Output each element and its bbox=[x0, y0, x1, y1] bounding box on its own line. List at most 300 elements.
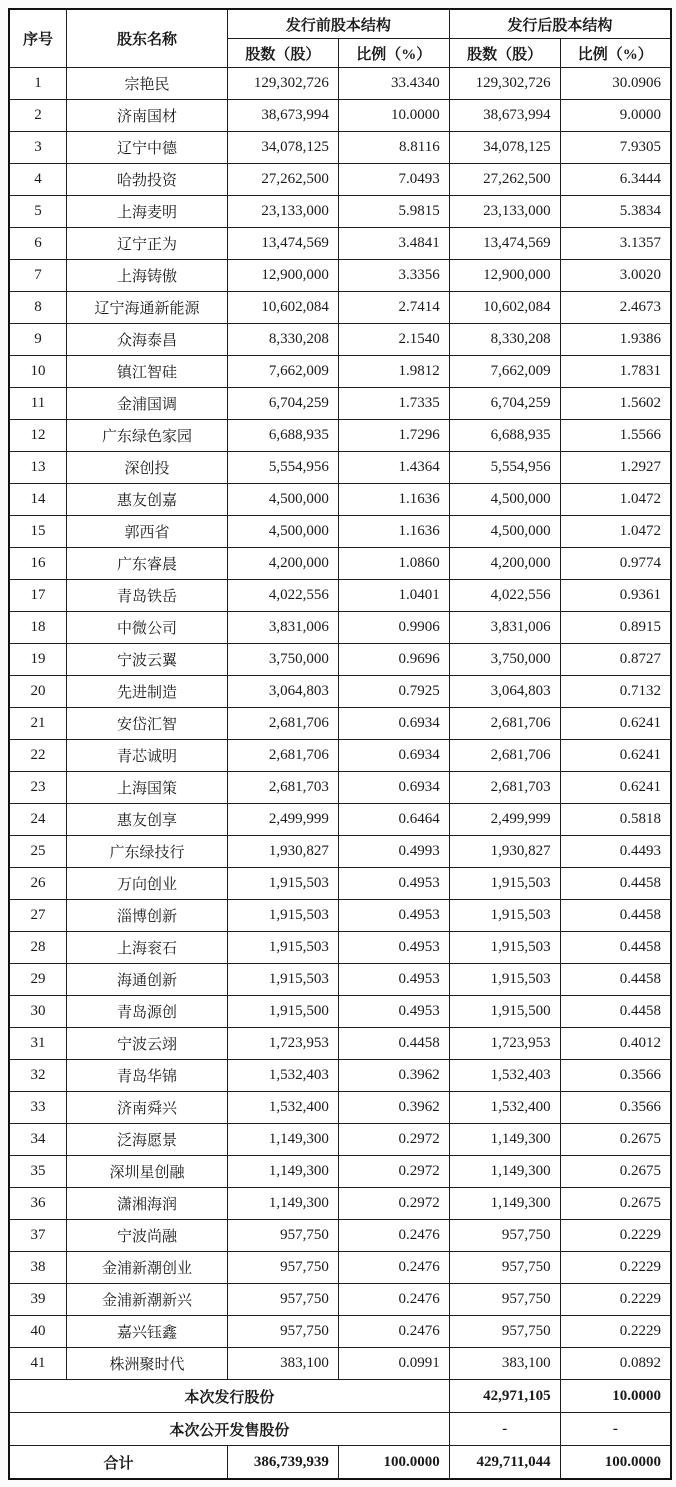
seq-cell: 41 bbox=[9, 1348, 67, 1380]
shareholder-name-cell: 广东绿技行 bbox=[67, 836, 228, 868]
pre-shares-cell: 13,474,569 bbox=[228, 228, 339, 260]
post-shares-cell: 2,681,706 bbox=[449, 740, 560, 772]
post-ratio-cell: 3.0020 bbox=[560, 260, 671, 292]
shareholder-row bbox=[9, 68, 671, 100]
table-body bbox=[9, 68, 671, 1380]
seq-cell: 29 bbox=[9, 964, 67, 996]
shareholder-row bbox=[9, 612, 671, 644]
post-shares-cell: 957,750 bbox=[449, 1252, 560, 1284]
shareholder-name-cell: 嘉兴钰鑫 bbox=[67, 1316, 228, 1348]
shareholder-name-cell: 深圳星创融 bbox=[67, 1156, 228, 1188]
shareholder-name-cell: 宁波云翼 bbox=[67, 644, 228, 676]
pre-ratio-cell: 3.4841 bbox=[338, 228, 449, 260]
post-shares-cell: 1,915,503 bbox=[449, 932, 560, 964]
pre-shares-cell: 6,704,259 bbox=[228, 388, 339, 420]
header-row-groups bbox=[9, 9, 671, 39]
post-shares-cell: 2,681,706 bbox=[449, 708, 560, 740]
shareholder-name-cell: 惠友创享 bbox=[67, 804, 228, 836]
post-ratio-cell: 1.2927 bbox=[560, 452, 671, 484]
header-pre-ratio: 比例（%） bbox=[338, 39, 449, 68]
seq-cell: 7 bbox=[9, 260, 67, 292]
pre-shares-cell: 3,064,803 bbox=[228, 676, 339, 708]
total-post-shares: 429,711,044 bbox=[449, 1446, 560, 1480]
shareholder-row bbox=[9, 228, 671, 260]
seq-cell: 35 bbox=[9, 1156, 67, 1188]
seq-cell: 25 bbox=[9, 836, 67, 868]
seq-cell: 33 bbox=[9, 1092, 67, 1124]
post-ratio-cell: 0.2675 bbox=[560, 1188, 671, 1220]
pre-shares-cell: 34,078,125 bbox=[228, 132, 339, 164]
seq-cell: 40 bbox=[9, 1316, 67, 1348]
pre-ratio-cell: 0.4953 bbox=[338, 868, 449, 900]
post-ratio-cell: 0.2675 bbox=[560, 1156, 671, 1188]
pre-shares-cell: 957,750 bbox=[228, 1252, 339, 1284]
post-shares-cell: 2,681,703 bbox=[449, 772, 560, 804]
post-shares-cell: 4,500,000 bbox=[449, 484, 560, 516]
post-ratio-cell: 1.5602 bbox=[560, 388, 671, 420]
public-offer-post-ratio: - bbox=[560, 1413, 671, 1446]
pre-ratio-cell: 0.2476 bbox=[338, 1284, 449, 1316]
shareholder-row bbox=[9, 996, 671, 1028]
pre-ratio-cell: 0.0991 bbox=[338, 1348, 449, 1380]
post-ratio-cell: 6.3444 bbox=[560, 164, 671, 196]
pre-shares-cell: 957,750 bbox=[228, 1284, 339, 1316]
shareholder-name-cell: 宗艳民 bbox=[67, 68, 228, 100]
table-footer bbox=[9, 1380, 671, 1480]
pre-shares-cell: 8,330,208 bbox=[228, 324, 339, 356]
shareholder-name-cell: 青芯诚明 bbox=[67, 740, 228, 772]
shareholder-row bbox=[9, 420, 671, 452]
shareholder-row bbox=[9, 1060, 671, 1092]
pre-ratio-cell: 5.9815 bbox=[338, 196, 449, 228]
post-ratio-cell: 0.4458 bbox=[560, 932, 671, 964]
shareholder-row bbox=[9, 644, 671, 676]
post-ratio-cell: 9.0000 bbox=[560, 100, 671, 132]
seq-cell: 28 bbox=[9, 932, 67, 964]
post-ratio-cell: 0.8915 bbox=[560, 612, 671, 644]
shareholder-name-cell: 万向创业 bbox=[67, 868, 228, 900]
seq-cell: 22 bbox=[9, 740, 67, 772]
shareholder-name-cell: 济南舜兴 bbox=[67, 1092, 228, 1124]
post-ratio-cell: 1.0472 bbox=[560, 484, 671, 516]
post-shares-cell: 10,602,084 bbox=[449, 292, 560, 324]
shareholder-name-cell: 泛海愿景 bbox=[67, 1124, 228, 1156]
seq-cell: 8 bbox=[9, 292, 67, 324]
post-shares-cell: 1,532,403 bbox=[449, 1060, 560, 1092]
seq-cell: 13 bbox=[9, 452, 67, 484]
shareholder-row bbox=[9, 836, 671, 868]
post-shares-cell: 27,262,500 bbox=[449, 164, 560, 196]
post-shares-cell: 1,149,300 bbox=[449, 1156, 560, 1188]
shareholder-name-cell: 淄博创新 bbox=[67, 900, 228, 932]
pre-shares-cell: 1,915,503 bbox=[228, 964, 339, 996]
pre-shares-cell: 23,133,000 bbox=[228, 196, 339, 228]
shareholder-row bbox=[9, 1348, 671, 1380]
post-ratio-cell: 1.9386 bbox=[560, 324, 671, 356]
header-pre-shares: 股数（股） bbox=[228, 39, 339, 68]
pre-shares-cell: 1,915,500 bbox=[228, 996, 339, 1028]
shareholder-name-cell: 上海国策 bbox=[67, 772, 228, 804]
pre-shares-cell: 1,915,503 bbox=[228, 900, 339, 932]
issue-post-ratio: 10.0000 bbox=[560, 1380, 671, 1413]
summary-row-issue bbox=[9, 1380, 671, 1413]
seq-cell: 23 bbox=[9, 772, 67, 804]
seq-cell: 39 bbox=[9, 1284, 67, 1316]
shareholder-name-cell: 青岛华锦 bbox=[67, 1060, 228, 1092]
shareholder-name-cell: 青岛铁岳 bbox=[67, 580, 228, 612]
pre-shares-cell: 383,100 bbox=[228, 1348, 339, 1380]
shareholder-name-cell: 金浦国调 bbox=[67, 388, 228, 420]
pre-shares-cell: 6,688,935 bbox=[228, 420, 339, 452]
shareholder-row bbox=[9, 132, 671, 164]
post-shares-cell: 3,064,803 bbox=[449, 676, 560, 708]
shareholder-name-cell: 郭西省 bbox=[67, 516, 228, 548]
shareholder-row bbox=[9, 676, 671, 708]
post-shares-cell: 1,149,300 bbox=[449, 1188, 560, 1220]
shareholder-row bbox=[9, 548, 671, 580]
shareholder-row bbox=[9, 772, 671, 804]
pre-ratio-cell: 33.4340 bbox=[338, 68, 449, 100]
post-ratio-cell: 0.6241 bbox=[560, 708, 671, 740]
pre-ratio-cell: 0.3962 bbox=[338, 1060, 449, 1092]
pre-shares-cell: 1,149,300 bbox=[228, 1188, 339, 1220]
post-ratio-cell: 0.2229 bbox=[560, 1220, 671, 1252]
shareholder-row bbox=[9, 580, 671, 612]
post-shares-cell: 3,750,000 bbox=[449, 644, 560, 676]
header-post-ratio: 比例（%） bbox=[560, 39, 671, 68]
post-shares-cell: 1,915,500 bbox=[449, 996, 560, 1028]
shareholder-row bbox=[9, 196, 671, 228]
post-ratio-cell: 1.5566 bbox=[560, 420, 671, 452]
pre-shares-cell: 2,681,706 bbox=[228, 740, 339, 772]
pre-ratio-cell: 10.0000 bbox=[338, 100, 449, 132]
post-ratio-cell: 1.0472 bbox=[560, 516, 671, 548]
pre-shares-cell: 957,750 bbox=[228, 1220, 339, 1252]
pre-shares-cell: 12,900,000 bbox=[228, 260, 339, 292]
post-ratio-cell: 0.4012 bbox=[560, 1028, 671, 1060]
seq-cell: 5 bbox=[9, 196, 67, 228]
post-shares-cell: 23,133,000 bbox=[449, 196, 560, 228]
shareholder-name-cell: 辽宁海通新能源 bbox=[67, 292, 228, 324]
shareholder-row bbox=[9, 164, 671, 196]
pre-ratio-cell: 8.8116 bbox=[338, 132, 449, 164]
post-ratio-cell: 0.6241 bbox=[560, 772, 671, 804]
shareholder-row bbox=[9, 708, 671, 740]
header-pre-issuance-group: 发行前股本结构 bbox=[228, 9, 450, 39]
shareholder-row bbox=[9, 740, 671, 772]
shareholder-row bbox=[9, 388, 671, 420]
post-ratio-cell: 0.2675 bbox=[560, 1124, 671, 1156]
post-shares-cell: 383,100 bbox=[449, 1348, 560, 1380]
summary-row-public-offer bbox=[9, 1413, 671, 1446]
seq-cell: 18 bbox=[9, 612, 67, 644]
pre-ratio-cell: 0.2972 bbox=[338, 1156, 449, 1188]
pre-ratio-cell: 7.0493 bbox=[338, 164, 449, 196]
pre-shares-cell: 1,532,403 bbox=[228, 1060, 339, 1092]
pre-shares-cell: 1,930,827 bbox=[228, 836, 339, 868]
shareholder-row bbox=[9, 804, 671, 836]
post-ratio-cell: 0.4458 bbox=[560, 964, 671, 996]
post-shares-cell: 38,673,994 bbox=[449, 100, 560, 132]
shareholder-row bbox=[9, 516, 671, 548]
pre-shares-cell: 10,602,084 bbox=[228, 292, 339, 324]
pre-ratio-cell: 1.7296 bbox=[338, 420, 449, 452]
seq-cell: 14 bbox=[9, 484, 67, 516]
pre-shares-cell: 38,673,994 bbox=[228, 100, 339, 132]
pre-ratio-cell: 0.4953 bbox=[338, 964, 449, 996]
shareholder-name-cell: 众海泰昌 bbox=[67, 324, 228, 356]
seq-cell: 11 bbox=[9, 388, 67, 420]
shareholder-name-cell: 金浦新潮新兴 bbox=[67, 1284, 228, 1316]
shareholder-name-cell: 潇湘海润 bbox=[67, 1188, 228, 1220]
pre-ratio-cell: 0.6934 bbox=[338, 740, 449, 772]
post-ratio-cell: 0.6241 bbox=[560, 740, 671, 772]
post-ratio-cell: 0.2229 bbox=[560, 1284, 671, 1316]
post-ratio-cell: 0.7132 bbox=[560, 676, 671, 708]
post-shares-cell: 4,200,000 bbox=[449, 548, 560, 580]
seq-cell: 1 bbox=[9, 68, 67, 100]
shareholder-row bbox=[9, 1092, 671, 1124]
pre-shares-cell: 2,499,999 bbox=[228, 804, 339, 836]
post-shares-cell: 957,750 bbox=[449, 1316, 560, 1348]
post-shares-cell: 1,532,400 bbox=[449, 1092, 560, 1124]
table-header bbox=[9, 9, 671, 68]
post-shares-cell: 5,554,956 bbox=[449, 452, 560, 484]
seq-cell: 31 bbox=[9, 1028, 67, 1060]
post-ratio-cell: 7.9305 bbox=[560, 132, 671, 164]
shareholder-name-cell: 海通创新 bbox=[67, 964, 228, 996]
pre-shares-cell: 129,302,726 bbox=[228, 68, 339, 100]
shareholder-name-cell: 惠友创嘉 bbox=[67, 484, 228, 516]
header-post-shares: 股数（股） bbox=[449, 39, 560, 68]
pre-ratio-cell: 1.0860 bbox=[338, 548, 449, 580]
shareholder-name-cell: 上海铸傲 bbox=[67, 260, 228, 292]
shareholder-row bbox=[9, 1124, 671, 1156]
post-shares-cell: 1,930,827 bbox=[449, 836, 560, 868]
pre-ratio-cell: 0.4993 bbox=[338, 836, 449, 868]
pre-ratio-cell: 0.2476 bbox=[338, 1220, 449, 1252]
post-ratio-cell: 3.1357 bbox=[560, 228, 671, 260]
seq-cell: 19 bbox=[9, 644, 67, 676]
shareholder-row bbox=[9, 1156, 671, 1188]
pre-ratio-cell: 0.9696 bbox=[338, 644, 449, 676]
issue-label: 本次发行股份 bbox=[9, 1380, 449, 1413]
shareholder-row bbox=[9, 1188, 671, 1220]
shareholder-name-cell: 辽宁正为 bbox=[67, 228, 228, 260]
post-shares-cell: 6,688,935 bbox=[449, 420, 560, 452]
header-post-issuance-group: 发行后股本结构 bbox=[449, 9, 671, 39]
pre-ratio-cell: 0.6934 bbox=[338, 708, 449, 740]
post-shares-cell: 957,750 bbox=[449, 1284, 560, 1316]
post-shares-cell: 1,915,503 bbox=[449, 900, 560, 932]
pre-shares-cell: 4,022,556 bbox=[228, 580, 339, 612]
public-offer-post-shares: - bbox=[449, 1413, 560, 1446]
post-ratio-cell: 0.0892 bbox=[560, 1348, 671, 1380]
shareholder-name-cell: 安岱汇智 bbox=[67, 708, 228, 740]
post-shares-cell: 1,915,503 bbox=[449, 964, 560, 996]
pre-shares-cell: 2,681,703 bbox=[228, 772, 339, 804]
seq-cell: 26 bbox=[9, 868, 67, 900]
shareholder-name-cell: 宁波云翊 bbox=[67, 1028, 228, 1060]
post-ratio-cell: 0.5818 bbox=[560, 804, 671, 836]
shareholder-row bbox=[9, 1028, 671, 1060]
pre-shares-cell: 1,149,300 bbox=[228, 1124, 339, 1156]
post-ratio-cell: 1.7831 bbox=[560, 356, 671, 388]
seq-cell: 20 bbox=[9, 676, 67, 708]
shareholder-row bbox=[9, 356, 671, 388]
public-offer-label: 本次公开发售股份 bbox=[9, 1413, 449, 1446]
seq-cell: 30 bbox=[9, 996, 67, 1028]
pre-shares-cell: 4,500,000 bbox=[228, 484, 339, 516]
post-ratio-cell: 0.4458 bbox=[560, 996, 671, 1028]
header-seq: 序号 bbox=[9, 9, 67, 68]
seq-cell: 37 bbox=[9, 1220, 67, 1252]
pre-ratio-cell: 0.3962 bbox=[338, 1092, 449, 1124]
shareholder-row bbox=[9, 324, 671, 356]
post-shares-cell: 13,474,569 bbox=[449, 228, 560, 260]
pre-shares-cell: 1,723,953 bbox=[228, 1028, 339, 1060]
post-ratio-cell: 0.2229 bbox=[560, 1252, 671, 1284]
post-shares-cell: 129,302,726 bbox=[449, 68, 560, 100]
pre-shares-cell: 957,750 bbox=[228, 1316, 339, 1348]
post-shares-cell: 4,022,556 bbox=[449, 580, 560, 612]
shareholder-row bbox=[9, 868, 671, 900]
shareholder-name-cell: 上海麦明 bbox=[67, 196, 228, 228]
shareholder-row bbox=[9, 452, 671, 484]
post-ratio-cell: 5.3834 bbox=[560, 196, 671, 228]
shareholder-name-cell: 广东睿晨 bbox=[67, 548, 228, 580]
summary-row-total bbox=[9, 1446, 671, 1480]
shareholder-name-cell: 哈勃投资 bbox=[67, 164, 228, 196]
shareholder-row bbox=[9, 1220, 671, 1252]
shareholder-row bbox=[9, 1252, 671, 1284]
pre-shares-cell: 1,532,400 bbox=[228, 1092, 339, 1124]
pre-ratio-cell: 3.3356 bbox=[338, 260, 449, 292]
shareholder-name-cell: 济南国材 bbox=[67, 100, 228, 132]
pre-shares-cell: 1,915,503 bbox=[228, 932, 339, 964]
shareholder-name-cell: 株洲聚时代 bbox=[67, 1348, 228, 1380]
total-label: 合计 bbox=[9, 1446, 228, 1480]
pre-ratio-cell: 0.2972 bbox=[338, 1188, 449, 1220]
pre-ratio-cell: 0.9906 bbox=[338, 612, 449, 644]
post-shares-cell: 2,499,999 bbox=[449, 804, 560, 836]
seq-cell: 10 bbox=[9, 356, 67, 388]
shareholder-name-cell: 上海衮石 bbox=[67, 932, 228, 964]
total-post-ratio: 100.0000 bbox=[560, 1446, 671, 1480]
post-shares-cell: 3,831,006 bbox=[449, 612, 560, 644]
seq-cell: 17 bbox=[9, 580, 67, 612]
pre-ratio-cell: 0.4953 bbox=[338, 932, 449, 964]
seq-cell: 36 bbox=[9, 1188, 67, 1220]
pre-ratio-cell: 0.2476 bbox=[338, 1316, 449, 1348]
pre-ratio-cell: 0.2476 bbox=[338, 1252, 449, 1284]
post-shares-cell: 34,078,125 bbox=[449, 132, 560, 164]
shareholder-row bbox=[9, 260, 671, 292]
post-ratio-cell: 0.9361 bbox=[560, 580, 671, 612]
seq-cell: 2 bbox=[9, 100, 67, 132]
post-shares-cell: 7,662,009 bbox=[449, 356, 560, 388]
pre-ratio-cell: 0.6464 bbox=[338, 804, 449, 836]
pre-ratio-cell: 0.7925 bbox=[338, 676, 449, 708]
shareholder-row bbox=[9, 484, 671, 516]
pre-ratio-cell: 1.4364 bbox=[338, 452, 449, 484]
pre-ratio-cell: 0.4953 bbox=[338, 900, 449, 932]
shareholder-name-cell: 深创投 bbox=[67, 452, 228, 484]
post-ratio-cell: 0.2229 bbox=[560, 1316, 671, 1348]
shareholder-row bbox=[9, 1316, 671, 1348]
pre-ratio-cell: 0.4458 bbox=[338, 1028, 449, 1060]
pre-ratio-cell: 0.2972 bbox=[338, 1124, 449, 1156]
shareholder-name-cell: 金浦新潮创业 bbox=[67, 1252, 228, 1284]
post-shares-cell: 4,500,000 bbox=[449, 516, 560, 548]
total-pre-shares: 386,739,939 bbox=[228, 1446, 339, 1480]
pre-shares-cell: 3,750,000 bbox=[228, 644, 339, 676]
post-ratio-cell: 0.4493 bbox=[560, 836, 671, 868]
post-ratio-cell: 0.3566 bbox=[560, 1060, 671, 1092]
shareholder-name-cell: 青岛源创 bbox=[67, 996, 228, 1028]
seq-cell: 24 bbox=[9, 804, 67, 836]
total-pre-ratio: 100.0000 bbox=[338, 1446, 449, 1480]
post-shares-cell: 1,723,953 bbox=[449, 1028, 560, 1060]
seq-cell: 32 bbox=[9, 1060, 67, 1092]
header-shareholder-name: 股东名称 bbox=[67, 9, 228, 68]
post-ratio-cell: 30.0906 bbox=[560, 68, 671, 100]
seq-cell: 12 bbox=[9, 420, 67, 452]
post-shares-cell: 12,900,000 bbox=[449, 260, 560, 292]
seq-cell: 3 bbox=[9, 132, 67, 164]
pre-ratio-cell: 1.0401 bbox=[338, 580, 449, 612]
post-shares-cell: 1,915,503 bbox=[449, 868, 560, 900]
pre-shares-cell: 7,662,009 bbox=[228, 356, 339, 388]
post-shares-cell: 957,750 bbox=[449, 1220, 560, 1252]
seq-cell: 38 bbox=[9, 1252, 67, 1284]
shareholder-row bbox=[9, 964, 671, 996]
pre-shares-cell: 5,554,956 bbox=[228, 452, 339, 484]
shareholder-name-cell: 宁波尚融 bbox=[67, 1220, 228, 1252]
pre-shares-cell: 3,831,006 bbox=[228, 612, 339, 644]
pre-ratio-cell: 1.1636 bbox=[338, 484, 449, 516]
pre-ratio-cell: 2.1540 bbox=[338, 324, 449, 356]
shareholder-row bbox=[9, 100, 671, 132]
post-ratio-cell: 0.8727 bbox=[560, 644, 671, 676]
pre-shares-cell: 27,262,500 bbox=[228, 164, 339, 196]
shareholder-name-cell: 广东绿色家园 bbox=[67, 420, 228, 452]
post-shares-cell: 8,330,208 bbox=[449, 324, 560, 356]
post-shares-cell: 1,149,300 bbox=[449, 1124, 560, 1156]
pre-shares-cell: 2,681,706 bbox=[228, 708, 339, 740]
pre-shares-cell: 1,149,300 bbox=[228, 1156, 339, 1188]
seq-cell: 4 bbox=[9, 164, 67, 196]
issue-post-shares: 42,971,105 bbox=[449, 1380, 560, 1413]
seq-cell: 21 bbox=[9, 708, 67, 740]
pre-ratio-cell: 0.4953 bbox=[338, 996, 449, 1028]
post-ratio-cell: 0.4458 bbox=[560, 868, 671, 900]
seq-cell: 15 bbox=[9, 516, 67, 548]
seq-cell: 9 bbox=[9, 324, 67, 356]
shareholder-name-cell: 辽宁中德 bbox=[67, 132, 228, 164]
pre-shares-cell: 4,500,000 bbox=[228, 516, 339, 548]
post-ratio-cell: 0.3566 bbox=[560, 1092, 671, 1124]
post-ratio-cell: 0.9774 bbox=[560, 548, 671, 580]
shareholder-row bbox=[9, 932, 671, 964]
seq-cell: 16 bbox=[9, 548, 67, 580]
seq-cell: 27 bbox=[9, 900, 67, 932]
shareholder-row bbox=[9, 900, 671, 932]
post-ratio-cell: 0.4458 bbox=[560, 900, 671, 932]
pre-ratio-cell: 2.7414 bbox=[338, 292, 449, 324]
seq-cell: 34 bbox=[9, 1124, 67, 1156]
post-shares-cell: 6,704,259 bbox=[449, 388, 560, 420]
